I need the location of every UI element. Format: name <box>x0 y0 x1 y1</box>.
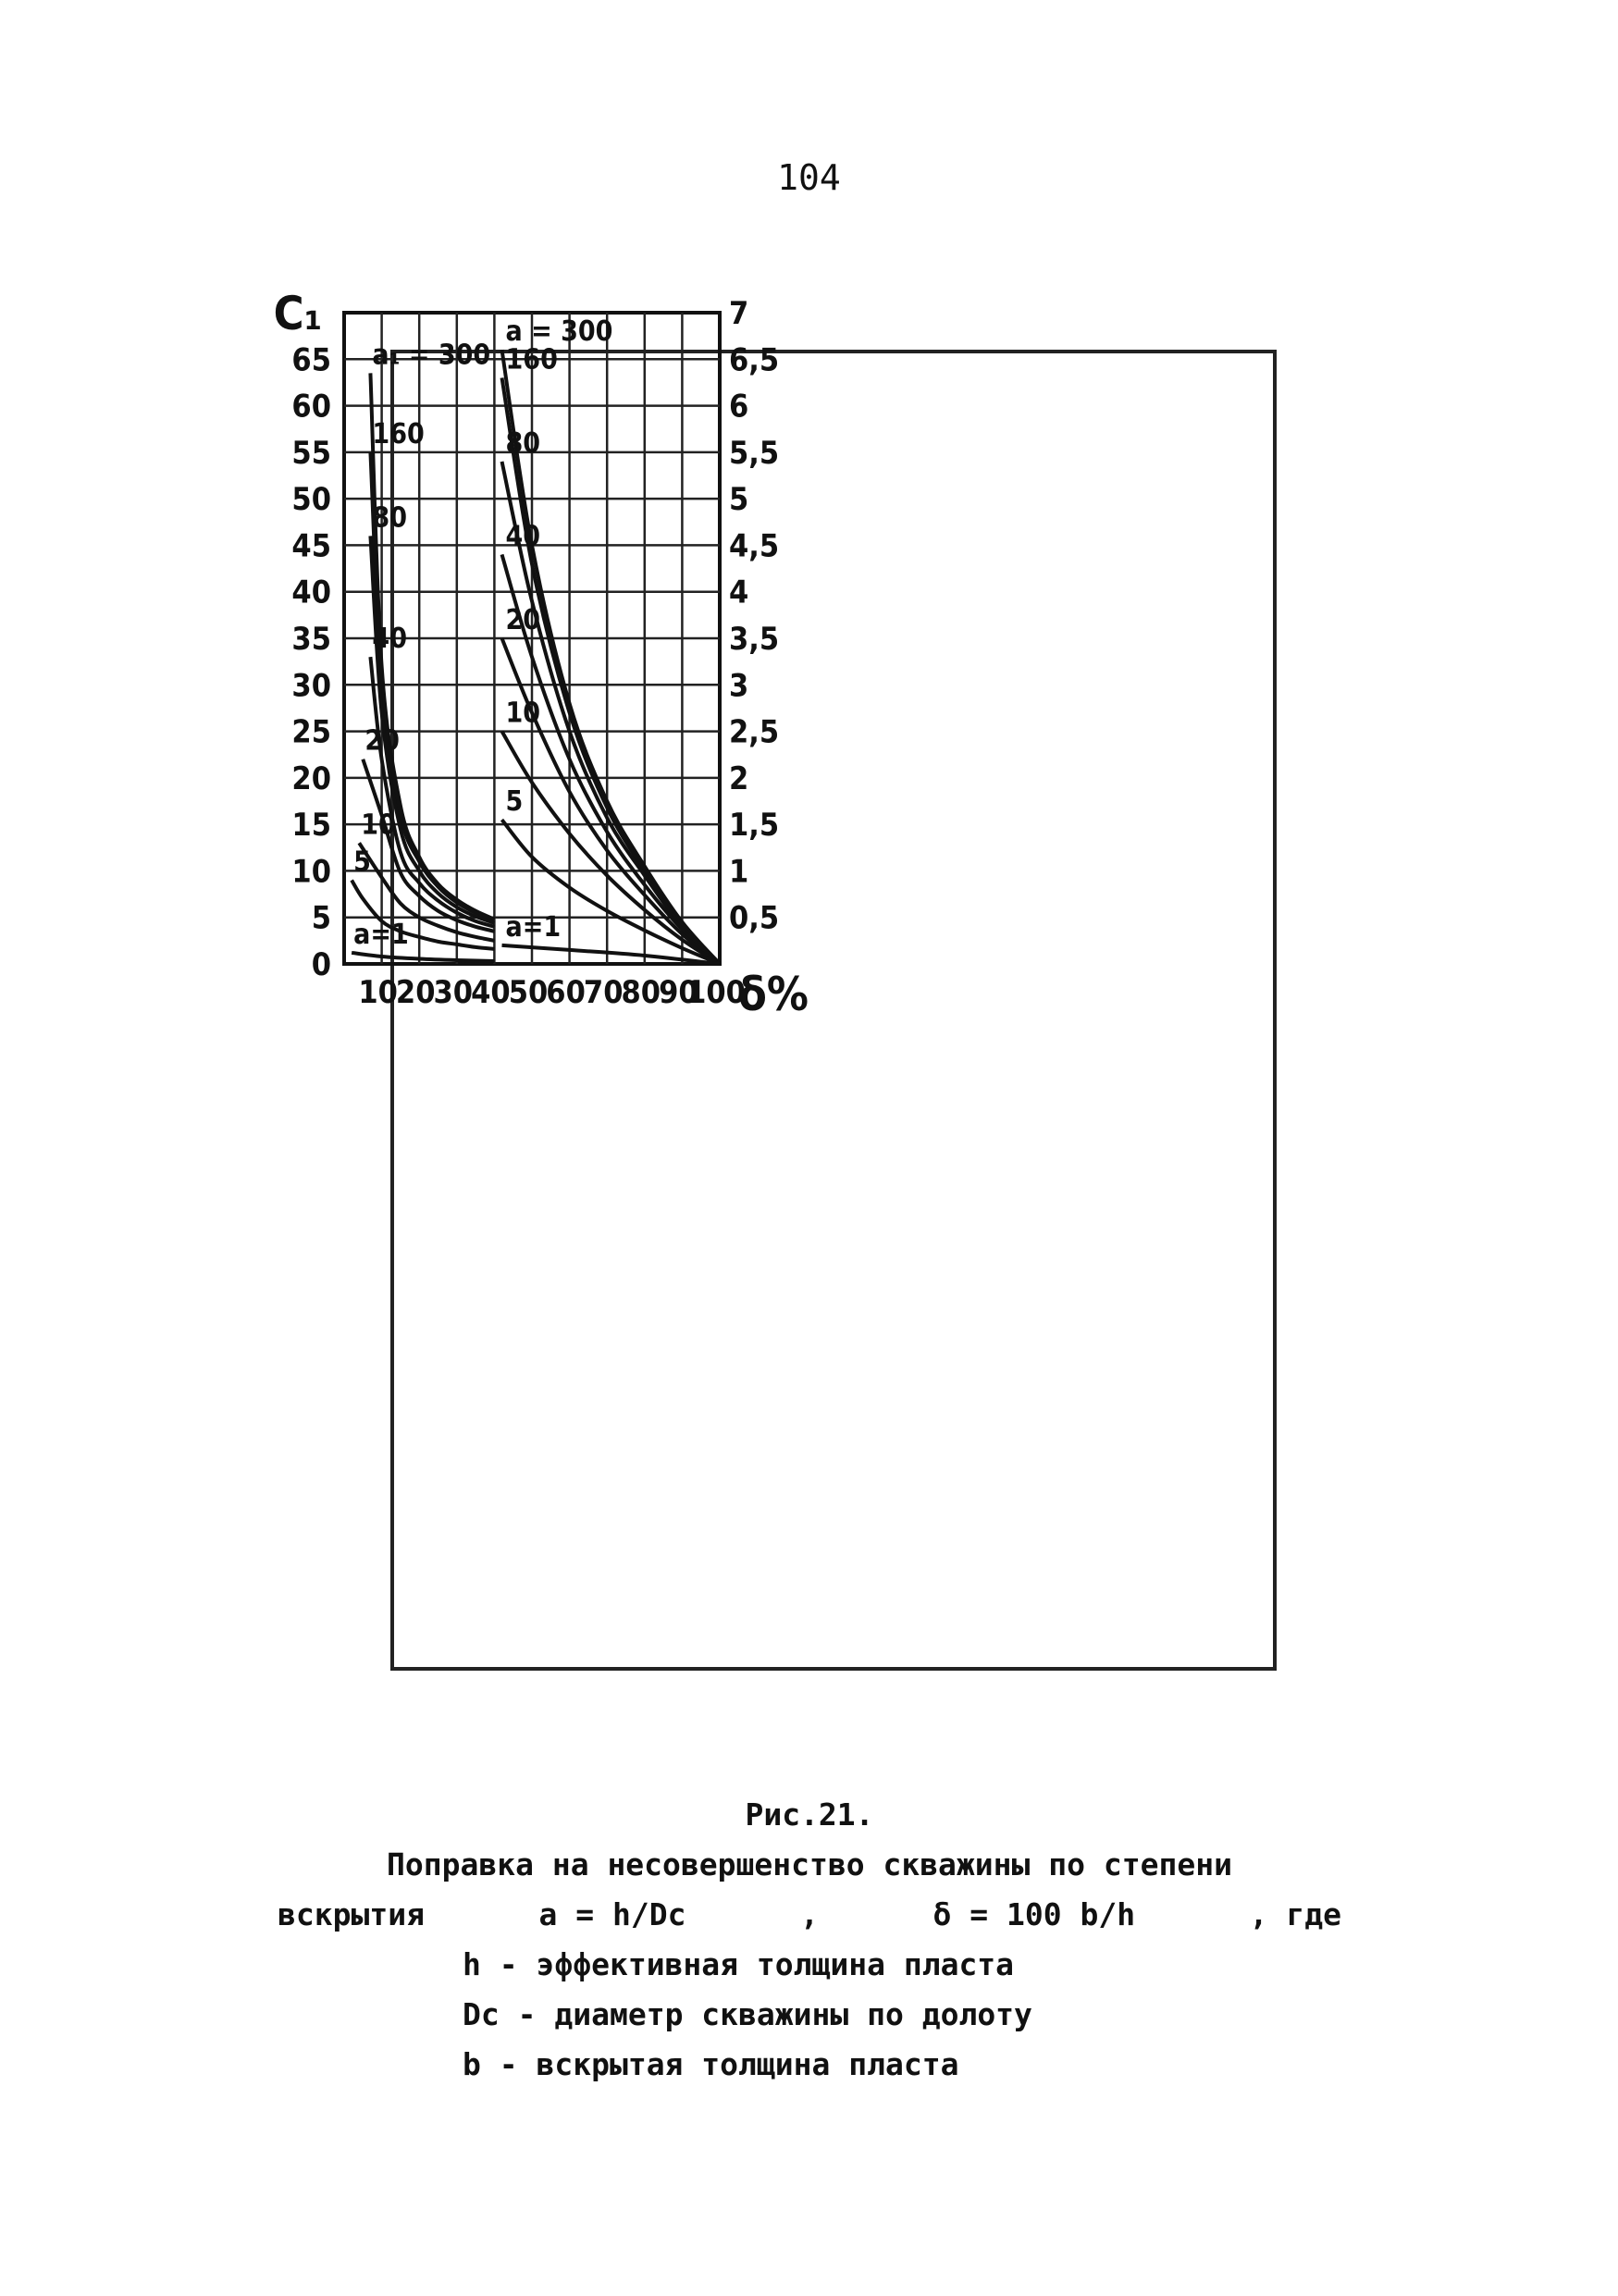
y-left-tick-label: 45 <box>291 527 331 565</box>
curve-label: 5 <box>505 785 524 819</box>
formula-a: a = h/Dc <box>538 1896 686 1932</box>
formula-separator: , <box>800 1896 819 1932</box>
y-left-tick-label: 35 <box>291 621 331 658</box>
x-tick-label: 20 <box>395 974 436 1011</box>
curve-left-a=1 <box>352 953 494 961</box>
legend-symbol: Dc <box>463 1996 500 2032</box>
y-right-tick-label: 0,5 <box>729 899 780 937</box>
legend-symbol: h <box>463 1946 481 1982</box>
y-left-tick-label: 40 <box>291 574 331 611</box>
legend-text: - эффективная толщина пласта <box>499 1946 1015 1982</box>
y-left-tick-label: 65 <box>291 341 331 379</box>
legend-text: - вскрытая толщина пласта <box>499 2046 959 2082</box>
curve-label: 80 <box>372 501 407 535</box>
tick-labels <box>274 287 809 1021</box>
x-tick-label: 60 <box>546 974 586 1011</box>
x-tick-label: 90 <box>659 974 698 1011</box>
y-right-tick-label: 5,5 <box>729 434 780 472</box>
curve-label: a=1 <box>505 910 562 944</box>
caption-opening-word: вскрытия <box>278 1896 425 1932</box>
curve-label: a₁ = 300 <box>372 339 491 372</box>
y-left-tick-label: 25 <box>291 713 331 751</box>
figure-caption <box>278 1790 1341 2090</box>
y-left-tick-label: 10 <box>291 853 331 891</box>
page-number: 104 <box>777 157 841 198</box>
x-tick-label: 40 <box>471 974 511 1011</box>
caption-line-2 <box>278 1890 1341 1940</box>
formula-delta: δ = 100 b/h <box>933 1896 1136 1932</box>
x-tick-label: 80 <box>621 974 661 1011</box>
x-tick-label: 10 <box>358 974 398 1011</box>
y-axis-title: C₁ <box>273 287 323 340</box>
y-left-tick-label: 55 <box>291 434 331 472</box>
legend-dc <box>278 1990 1341 2040</box>
legend-symbol: b <box>463 2046 481 2082</box>
y-left-tick-label: 0 <box>311 946 331 983</box>
x-tick-label: 100 <box>686 974 746 1011</box>
x-tick-label: 50 <box>508 974 549 1011</box>
curve-label: 160 <box>505 343 558 376</box>
y-right-tick-label: 3 <box>729 667 749 705</box>
y-right-tick-label: 3,5 <box>729 621 780 658</box>
curve-label: 10 <box>505 697 541 730</box>
y-left-tick-label: 30 <box>291 667 331 705</box>
curve-label: a=1 <box>353 918 409 951</box>
curve-right-160 <box>502 377 720 964</box>
y-right-tick-label: 5 <box>729 481 749 519</box>
legend-b <box>278 2040 1341 2090</box>
y-right-tick-label: 2,5 <box>729 713 780 751</box>
curve-label: 5 <box>353 846 371 879</box>
y-right-tick-label: 1 <box>729 853 749 891</box>
curve-label: 80 <box>505 426 541 460</box>
curve-label: 160 <box>372 417 425 451</box>
legend-text: - диаметр скважины по долоту <box>517 1996 1032 2032</box>
y-left-tick-label: 20 <box>291 759 331 797</box>
y-right-tick-label: 2 <box>729 759 749 797</box>
y-right-tick-label: 6,5 <box>729 341 780 379</box>
y-left-tick-label: 5 <box>311 899 331 937</box>
x-tick-label: 30 <box>433 974 474 1011</box>
legend-h <box>278 1940 1341 1990</box>
y-right-tick-label: 6 <box>729 388 749 426</box>
curve-right-a=1 <box>502 945 720 964</box>
curve-label: 20 <box>505 604 541 636</box>
y-right-tick-label: 7 <box>729 295 749 332</box>
correction-chart <box>273 287 1273 1667</box>
curve-label: 10 <box>361 809 396 842</box>
x-axis-title: δ% <box>738 968 809 1021</box>
curve-label: 40 <box>505 520 541 553</box>
caption-where: , где <box>1249 1896 1341 1932</box>
figure-frame <box>273 287 1277 1671</box>
y-left-tick-label: 60 <box>291 388 331 426</box>
curve-label: a = 300 <box>505 315 613 349</box>
curve-label: 40 <box>372 623 407 656</box>
caption-line-1: Поправка на несовершенство скважины по степени <box>387 1846 1232 1882</box>
curve-label: 20 <box>364 724 400 758</box>
y-left-tick-label: 50 <box>291 481 331 519</box>
y-left-tick-label: 15 <box>291 807 331 845</box>
y-right-tick-label: 4,5 <box>729 527 780 565</box>
y-right-tick-label: 1,5 <box>729 807 780 845</box>
x-tick-label: 70 <box>583 974 624 1011</box>
figure-number: Рис.21. <box>745 1796 874 1833</box>
y-right-tick-label: 4 <box>729 574 749 611</box>
